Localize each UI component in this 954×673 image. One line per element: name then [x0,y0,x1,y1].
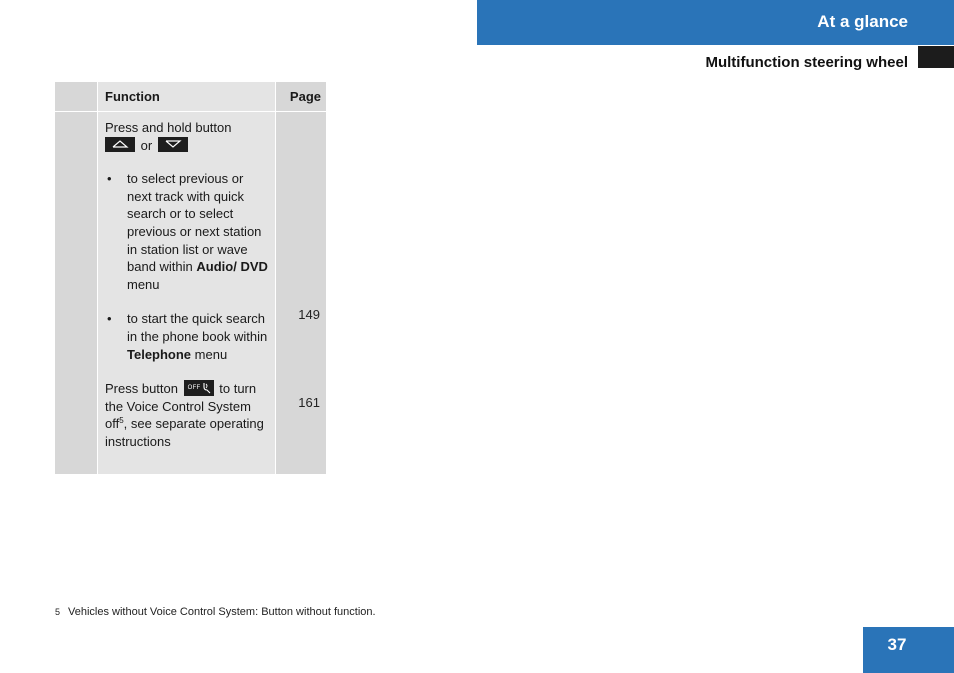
function-table [55,82,327,474]
page-number: 37 [887,635,907,654]
table-row [55,112,327,474]
row-cell-blank [55,112,98,474]
bullet-dot: • [107,311,112,327]
intro-paragraph [105,119,271,154]
subsection-title: Multifunction steering wheel [705,54,908,71]
page-number-box [863,627,954,673]
press-text: Press button [105,381,178,397]
bullet-bold-text: Telephone [127,346,192,362]
press-tail-text-2: , see separate operating instructions [105,416,264,449]
footnote-reference: 5 [119,416,124,426]
off-label: OFF [187,385,201,392]
bullet-bold-text: Audio/ DVD [196,259,268,275]
bullet-tail-text: menu [194,346,228,362]
footnote-text: Vehicles without Voice Control System: Button without function. [68,606,376,618]
press-tail-text: to turn the Voice Control System off [105,381,257,432]
footnote-number: 5 [55,607,61,617]
bullet-item-telephone [105,310,271,363]
bullet-text: to start the quick search in the phone book within [127,311,268,344]
intro-text: Press and hold button [105,120,232,135]
or-text: or [140,137,153,153]
thumb-tab [918,46,954,68]
arrow-down-button-icon [158,137,188,152]
voice-control-off-button-icon [184,380,214,396]
press-paragraph [105,380,271,450]
page-reference-audio: 149 [298,307,320,322]
bullet-tail-text: menu [127,276,160,292]
header-band [477,0,954,45]
row-cell-page [276,112,326,474]
header-cell-page: Page [276,82,326,111]
page-reference-telephone: 161 [298,395,320,410]
bullet-item-audio [105,170,271,293]
bullet-dot: • [107,171,112,187]
section-title: At a glance [817,12,908,31]
header-cell-blank [55,82,98,111]
arrow-up-button-icon [105,137,135,152]
bullet-text: to select previous or next track with quick search or to select previous or next station in station list or wave band within [127,171,262,275]
header-cell-function: Function [98,82,276,111]
table-header-row [55,82,327,112]
row-cell-function [98,112,276,474]
footnote [55,606,376,618]
